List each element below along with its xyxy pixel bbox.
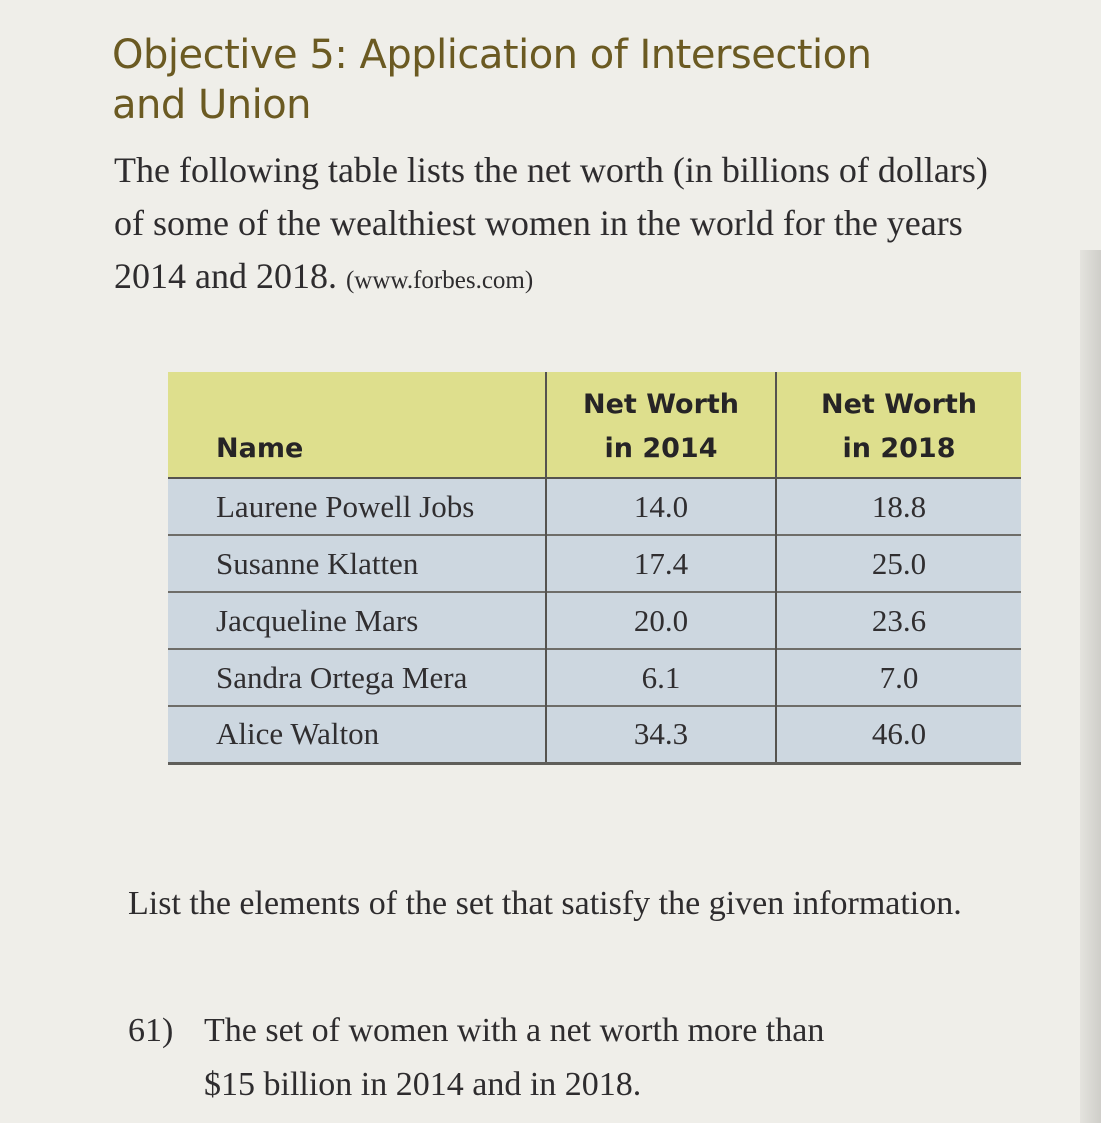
question-61 [128,1004,1028,1112]
name-cell: Sandra Ortega Mera [168,649,546,706]
name-cell: Susanne Klatten [168,535,546,592]
source-citation: (www.forbes.com) [345,267,534,294]
name-cell: Jacqueline Mars [168,592,546,649]
question-number: 61) [128,1012,174,1049]
name-cell: Laurene Powell Jobs [216,488,475,524]
table-row [168,649,1021,706]
column-header-name: Name [168,372,546,478]
net-worth-2018-cell: 23.6 [776,592,1021,649]
net-worth-2014-cell: 17.4 [546,535,776,592]
net-worth-2014-cell: 14.0 [546,478,776,535]
objective-heading-line1: Objective 5: Application of Intersection [112,32,872,78]
net-worth-2014-cell: 6.1 [546,649,776,706]
column-header-2014: Net Worth in 2014 [546,372,776,478]
table-row [168,706,1021,763]
table-row [168,592,1021,649]
net-worth-2014-cell: 34.3 [546,706,776,763]
table-row [168,535,1021,592]
net-worth-table [168,372,1021,765]
objective-heading [112,30,912,130]
table-row [168,478,1021,535]
instruction-text: List the elements of the set that satisfy the given information. [128,885,962,922]
intro-paragraph [114,144,994,307]
page-edge-shadow [1080,250,1101,1123]
name-cell: Alice Walton [168,706,546,763]
net-worth-2014-cell: 20.0 [546,592,776,649]
net-worth-2018-cell: 25.0 [776,535,1021,592]
column-header-2018: Net Worth in 2018 [776,372,1021,478]
question-line1: The set of women with a net worth more than [204,1012,825,1049]
question-line2: $15 billion in 2014 and in 2018. [204,1066,642,1103]
net-worth-2018-cell: 18.8 [776,478,1021,535]
intro-text: The following table lists the net worth (in billions of dollars) of some of the wealthiest women in the world for the years 2014 and 2018. [114,150,988,296]
objective-heading-line2: and Union [112,82,312,128]
net-worth-2018-cell: 7.0 [776,649,1021,706]
table-header-row [168,372,1021,478]
net-worth-2018-cell: 46.0 [776,706,1021,763]
